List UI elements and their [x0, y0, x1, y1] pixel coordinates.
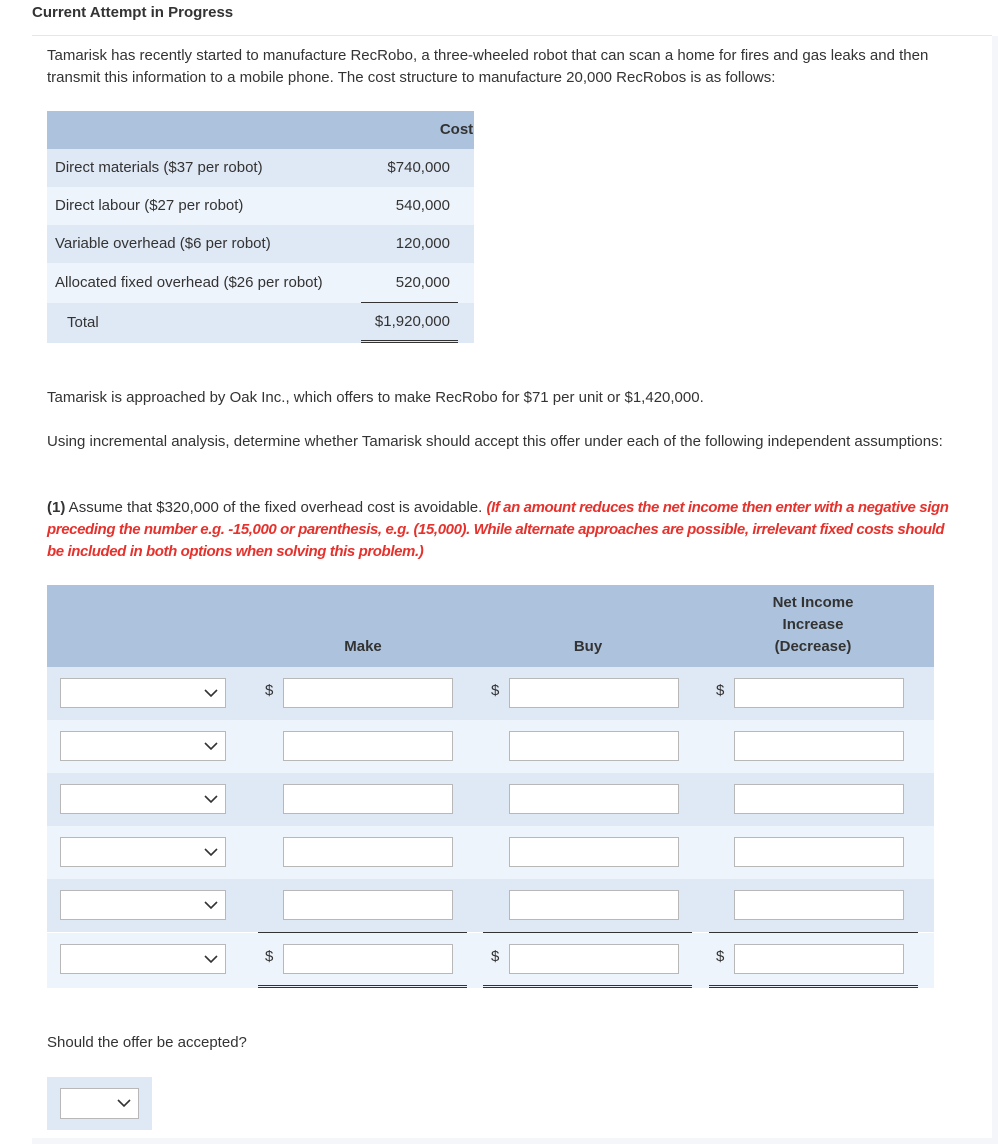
chevron-down-icon	[203, 685, 219, 701]
item-dropdown[interactable]	[60, 678, 226, 708]
row-value: $740,000	[387, 159, 450, 176]
net-income-input[interactable]	[734, 890, 904, 920]
total-row	[47, 933, 934, 988]
col-header-line: (Decrease)	[774, 638, 852, 655]
chevron-down-icon	[203, 897, 219, 913]
total-double-underline	[258, 985, 467, 986]
instruction-text: Using incremental analysis, determine whether Tamarisk should accept this offer under each of the following independent assumptions:	[47, 433, 943, 450]
table-row	[47, 225, 474, 263]
total-double-underline	[709, 985, 918, 986]
buy-input[interactable]	[509, 890, 679, 920]
cost-header: Cost	[439, 121, 474, 138]
table-row	[47, 149, 474, 187]
net-income-input[interactable]	[734, 784, 904, 814]
table-row	[47, 263, 474, 303]
attempt-status: Current Attempt in Progress	[32, 4, 234, 21]
cost-table	[47, 111, 474, 343]
item-dropdown[interactable]	[60, 731, 226, 761]
item-dropdown[interactable]	[60, 944, 226, 974]
currency-symbol: $	[265, 682, 274, 699]
table-row	[47, 187, 474, 225]
item-dropdown[interactable]	[60, 837, 226, 867]
make-input[interactable]	[283, 731, 453, 761]
chevron-down-icon	[203, 738, 219, 754]
cost-table-header	[47, 111, 474, 149]
net-income-input[interactable]	[734, 837, 904, 867]
currency-symbol: $	[491, 948, 500, 965]
buy-total-input[interactable]	[509, 944, 679, 974]
panel-bottom-edge	[32, 1138, 998, 1144]
make-input[interactable]	[283, 890, 453, 920]
table-row	[47, 879, 934, 932]
net-income-input[interactable]	[734, 731, 904, 761]
row-value: 120,000	[395, 235, 450, 252]
chevron-down-icon	[203, 951, 219, 967]
buy-input[interactable]	[509, 731, 679, 761]
net-income-total-input[interactable]	[734, 944, 904, 974]
make-total-input[interactable]	[283, 944, 453, 974]
currency-symbol: $	[716, 948, 725, 965]
total-double-underline	[258, 987, 467, 988]
total-row	[47, 303, 474, 343]
col-header-make: Make	[344, 638, 382, 655]
buy-input[interactable]	[509, 678, 679, 708]
row-label: Variable overhead ($6 per robot)	[55, 235, 271, 252]
make-input[interactable]	[283, 678, 453, 708]
row-label: Allocated fixed overhead ($26 per robot)	[55, 274, 323, 291]
chevron-down-icon	[203, 791, 219, 807]
total-double-underline	[483, 985, 692, 986]
offer-text: Tamarisk is approached by Oak Inc., which offers to make RecRobo for $71 per unit or $1,420,000.	[47, 389, 704, 406]
row-label: Direct labour ($27 per robot)	[55, 197, 244, 214]
item-dropdown[interactable]	[60, 890, 226, 920]
make-input[interactable]	[283, 837, 453, 867]
intro-text: Tamarisk has recently started to manufacture RecRobo, a three-wheeled robot that can scan a home for fires and gas leaks and then transmit this information to a mobile phone. The cost structure to manufacture 20,000 RecRobos is as follows:	[47, 47, 929, 86]
total-double-underline	[361, 340, 458, 341]
answer-table-header	[47, 585, 934, 667]
accept-offer-dropdown[interactable]	[60, 1088, 139, 1119]
col-header-line: Net Income	[772, 594, 854, 611]
part-1-prompt	[47, 497, 952, 563]
total-double-underline	[483, 987, 692, 988]
accept-offer-question: Should the offer be accepted?	[47, 1034, 247, 1051]
col-header-line: Increase	[782, 616, 844, 633]
row-value: 520,000	[395, 274, 450, 291]
make-input[interactable]	[283, 784, 453, 814]
part-text: Assume that $320,000 of the fixed overhead cost is avoidable.	[65, 499, 487, 516]
row-value: 540,000	[395, 197, 450, 214]
accept-offer-box	[47, 1077, 152, 1130]
row-label: Direct materials ($37 per robot)	[55, 159, 263, 176]
incremental-analysis-table	[47, 585, 934, 988]
col-header-net-income	[733, 592, 893, 658]
total-label: Total	[67, 314, 99, 331]
table-row	[47, 720, 934, 773]
table-row	[47, 826, 934, 879]
chevron-down-icon	[116, 1095, 132, 1111]
part-number: (1)	[47, 499, 66, 516]
currency-symbol: $	[265, 948, 274, 965]
currency-symbol: $	[716, 682, 725, 699]
part-hint: (If an amount reduces the net income then enter with a negative sign preceding the number e.g. -15,000 or parenthesis, e.g. (15,000). While alternate approaches are possible, irrelevant fixed costs should be included in both options when solving this problem.)	[47, 499, 949, 560]
total-value: $1,920,000	[374, 313, 450, 330]
table-row	[47, 667, 934, 720]
buy-input[interactable]	[509, 837, 679, 867]
table-row	[47, 773, 934, 826]
scroll-edge	[992, 36, 998, 1144]
total-double-underline	[361, 342, 458, 343]
total-double-underline	[709, 987, 918, 988]
item-dropdown[interactable]	[60, 784, 226, 814]
net-income-input[interactable]	[734, 678, 904, 708]
col-header-buy: Buy	[573, 638, 603, 655]
currency-symbol: $	[491, 682, 500, 699]
buy-input[interactable]	[509, 784, 679, 814]
chevron-down-icon	[203, 844, 219, 860]
